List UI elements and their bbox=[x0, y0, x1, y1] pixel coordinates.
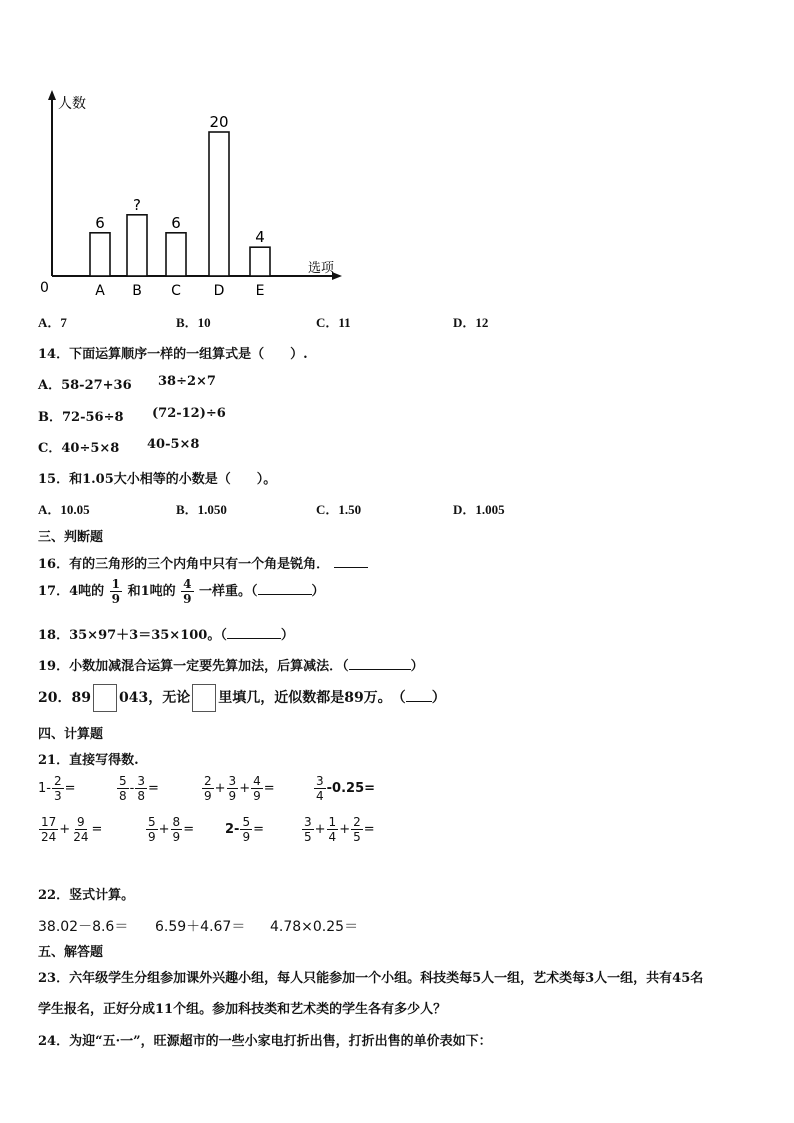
denominator: 9 bbox=[183, 592, 192, 606]
x-axis-label: 选项 bbox=[308, 261, 335, 276]
q17-text-a: 17．4吨的 bbox=[38, 584, 105, 599]
q16-text: 16．有的三角形的三个内角中只有一个角是锐角． bbox=[38, 557, 330, 572]
q21-item bbox=[201, 775, 275, 802]
fraction bbox=[181, 578, 193, 605]
q21-item bbox=[38, 816, 102, 843]
q15-option-a: A．10.05 bbox=[38, 502, 90, 517]
q20-text-d: ） bbox=[431, 690, 446, 706]
expr-part: = bbox=[91, 822, 103, 837]
y-axis-label: 人数 bbox=[58, 96, 86, 112]
q22-item-2: 6.59＋4.67＝ bbox=[155, 919, 246, 935]
expr-part: = bbox=[183, 822, 195, 837]
q14-option-c-expr: 40-5×8 bbox=[147, 437, 200, 452]
denominator: 4 bbox=[316, 789, 324, 803]
q20-text-a: 20．89 bbox=[38, 690, 91, 706]
fraction bbox=[327, 816, 339, 843]
x-tick-label: A bbox=[95, 283, 105, 299]
q14-option-b-expr: (72-12)÷6 bbox=[152, 406, 226, 421]
q14-option-c: C．40÷5×8 bbox=[38, 441, 120, 456]
numerator: 3 bbox=[304, 815, 312, 829]
q13-option-c: C．11 bbox=[316, 315, 351, 330]
q20-text-c: 里填几，近似数都是89万。 （ bbox=[218, 690, 406, 706]
fraction bbox=[171, 816, 183, 843]
q14-stem: 14．下面运算顺序一样的一组算式是（ ）. bbox=[38, 347, 308, 362]
bar-chart bbox=[30, 88, 360, 303]
data-label: 20 bbox=[209, 113, 229, 131]
y-axis-arrow bbox=[48, 90, 56, 100]
numerator: 4 bbox=[183, 577, 192, 591]
expr-part: = bbox=[263, 781, 275, 796]
q14-option-b: B．72-56÷8 bbox=[38, 410, 124, 425]
x-tick-label: D bbox=[213, 283, 225, 299]
operator: - bbox=[129, 781, 135, 796]
section-title-judgement: 三、判断题 bbox=[38, 530, 104, 545]
q18-text-a: 18．35×97＋3＝35×100。（ bbox=[38, 628, 227, 643]
expr-part: = bbox=[253, 822, 264, 837]
numerator: 1 bbox=[328, 815, 337, 829]
denominator: 9 bbox=[242, 830, 251, 844]
q22-stem: 22．竖式计算。 bbox=[38, 888, 135, 903]
q20 bbox=[38, 684, 446, 712]
denominator: 24 bbox=[41, 830, 57, 844]
numerator: 2 bbox=[53, 774, 62, 788]
numerator: 5 bbox=[148, 815, 156, 829]
denominator: 8 bbox=[137, 789, 145, 803]
denominator: 9 bbox=[172, 830, 181, 844]
denominator: 9 bbox=[111, 592, 121, 606]
denominator: 4 bbox=[328, 830, 337, 844]
q21-stem: 21．直接写得数. bbox=[38, 753, 139, 768]
operator: + bbox=[339, 822, 351, 837]
q17-text-c: 一样重。（ bbox=[199, 584, 258, 599]
x-tick-label: B bbox=[132, 283, 142, 299]
answer-blank[interactable] bbox=[258, 580, 312, 595]
q23-line-2: 学生报名，正好分成11个组。参加科技类和艺术类的学生各有多少人？ bbox=[38, 1002, 447, 1017]
q19 bbox=[38, 655, 424, 674]
q17-text-b: 和1吨的 bbox=[127, 584, 176, 599]
q21-item bbox=[116, 775, 159, 802]
numerator: 2 bbox=[353, 815, 361, 829]
q21-item bbox=[225, 816, 264, 843]
q15-option-c: C．1.50 bbox=[316, 502, 362, 517]
expr-part: 2- bbox=[225, 822, 240, 837]
numerator: 8 bbox=[172, 815, 181, 829]
fraction bbox=[227, 775, 239, 802]
fraction bbox=[302, 816, 314, 843]
q21-item bbox=[313, 775, 375, 802]
fraction bbox=[135, 775, 147, 802]
numerator: 5 bbox=[119, 774, 127, 788]
bar-e bbox=[250, 247, 270, 276]
bar-c bbox=[166, 233, 186, 276]
operator: + bbox=[239, 781, 251, 796]
q14-option-a-expr: 38÷2×7 bbox=[158, 374, 216, 389]
fraction bbox=[351, 816, 363, 843]
numerator: 4 bbox=[253, 774, 261, 788]
expr-part: = bbox=[147, 781, 159, 796]
denominator: 9 bbox=[228, 789, 237, 803]
operator: + bbox=[214, 781, 226, 796]
bar-a bbox=[90, 233, 110, 276]
numerator: 5 bbox=[242, 815, 251, 829]
fraction bbox=[52, 775, 64, 802]
q19-text-a: 19．小数加减混合运算一定要先算加法，后算减法．（ bbox=[38, 659, 349, 674]
q24-stem: 24．为迎“五·一”，旺源超市的一些小家电打折出售，打折出售的单价表如下： bbox=[38, 1034, 492, 1049]
operator: + bbox=[158, 822, 170, 837]
fraction bbox=[117, 775, 129, 802]
answer-blank[interactable] bbox=[334, 553, 368, 568]
q15-option-b: B．1.050 bbox=[176, 502, 227, 517]
numerator: 3 bbox=[228, 774, 237, 788]
q16 bbox=[38, 553, 368, 572]
numerator: 9 bbox=[77, 815, 85, 829]
x-tick-label: E bbox=[255, 283, 265, 299]
data-label: ? bbox=[133, 195, 141, 214]
answer-blank[interactable] bbox=[349, 655, 411, 670]
denominator: 8 bbox=[119, 789, 127, 803]
q14-option-a: A．58-27+36 bbox=[38, 378, 132, 393]
expr-part: = bbox=[363, 822, 375, 837]
denominator: 5 bbox=[353, 830, 361, 844]
q15-option-d: D．1.005 bbox=[453, 502, 505, 517]
q18 bbox=[38, 624, 294, 643]
q17-text-d: ） bbox=[311, 584, 325, 599]
expr-part: -0.25= bbox=[326, 781, 376, 796]
denominator: 9 bbox=[204, 789, 212, 803]
q21-item bbox=[145, 816, 194, 843]
operator: + bbox=[314, 822, 326, 837]
q13-option-d: D．12 bbox=[453, 315, 489, 330]
q20-text-b: 043，无论 bbox=[118, 690, 191, 706]
data-label: 6 bbox=[95, 213, 105, 232]
q18-text-b: ） bbox=[280, 628, 294, 643]
expr-part: = bbox=[64, 781, 76, 796]
numerator: 1 bbox=[111, 577, 121, 591]
denominator: 24 bbox=[73, 830, 89, 844]
q23-line-1: 23．六年级学生分组参加课外兴趣小组，每人只能参加一个小组。科技类每5人一组，艺术类每3人一组，共有45名 bbox=[38, 971, 704, 986]
section-title-calculation: 四、计算题 bbox=[38, 727, 104, 742]
fraction bbox=[314, 775, 326, 802]
denominator: 9 bbox=[148, 830, 156, 844]
q22-item-1: 38.02－8.6＝ bbox=[38, 919, 129, 935]
q21-item bbox=[301, 816, 375, 843]
numerator: 17 bbox=[41, 815, 57, 829]
digit-box[interactable] bbox=[93, 684, 117, 712]
numerator: 3 bbox=[137, 774, 145, 788]
q21-item bbox=[38, 775, 76, 802]
x-tick-label: C bbox=[171, 283, 181, 299]
fraction bbox=[146, 816, 158, 843]
data-label: 4 bbox=[255, 228, 265, 247]
q13-option-a: A．7 bbox=[38, 315, 67, 330]
q19-text-b: ） bbox=[410, 659, 424, 674]
denominator: 9 bbox=[253, 789, 261, 803]
digit-box[interactable] bbox=[192, 684, 216, 712]
q13-option-b: B．10 bbox=[176, 315, 211, 330]
q22-item-3: 4.78×0.25＝ bbox=[270, 919, 359, 935]
fraction bbox=[39, 816, 58, 843]
operator: + bbox=[59, 822, 71, 837]
numerator: 2 bbox=[204, 774, 212, 788]
denominator: 5 bbox=[304, 830, 312, 844]
fraction bbox=[240, 816, 252, 843]
fraction bbox=[110, 578, 122, 605]
answer-blank[interactable] bbox=[406, 687, 432, 702]
section-title-solutions: 五、解答题 bbox=[38, 945, 104, 960]
expr-part: 1- bbox=[38, 781, 51, 796]
fraction bbox=[71, 816, 90, 843]
fraction bbox=[251, 775, 263, 802]
fraction bbox=[202, 775, 214, 802]
answer-blank[interactable] bbox=[227, 624, 281, 639]
data-label: 6 bbox=[171, 213, 181, 232]
bar-b bbox=[127, 215, 147, 276]
q15-stem: 15．和1.05大小相等的小数是（ ）。 bbox=[38, 472, 277, 487]
origin-label: 0 bbox=[40, 280, 49, 296]
denominator: 3 bbox=[53, 789, 62, 803]
bar-d bbox=[209, 132, 229, 276]
q17 bbox=[38, 578, 325, 605]
numerator: 3 bbox=[316, 774, 324, 788]
